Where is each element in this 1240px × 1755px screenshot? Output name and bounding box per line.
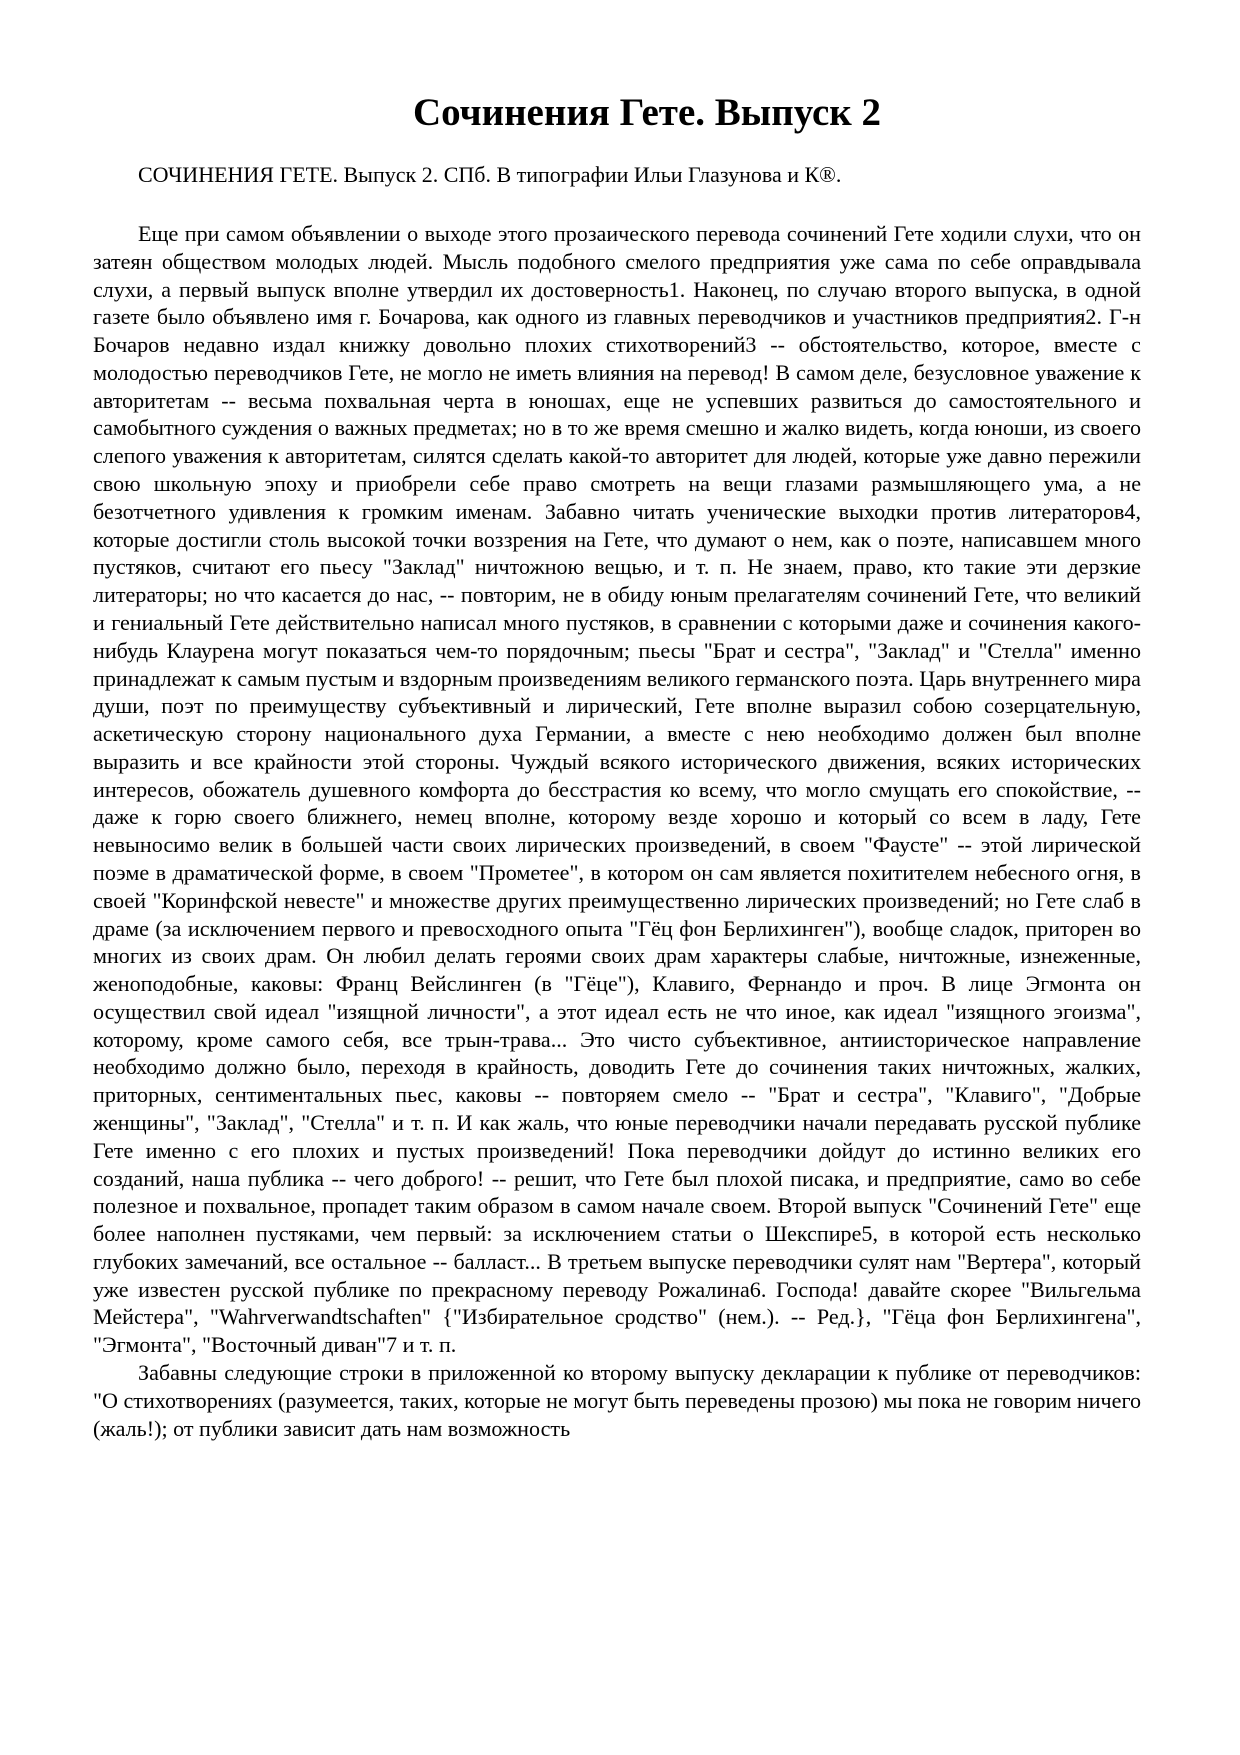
document-page [93,90,1141,1442]
publication-info: СОЧИНЕНИЯ ГЕТЕ. Выпуск 2. СПб. В типографии Ильи Глазунова и К®. [138,162,842,187]
page-title: Сочинения Гете. Выпуск 2 [412,91,882,134]
body-paragraph-2: Забавны следующие строки в приложенной ко второму выпуску декларации к публике от переводчиков: "О стихотворениях (разумеется, таких, которые не могут быть переведены прозою) мы пока не говорим ничего (жаль!); от публики зависит дать нам возможность [93,1360,1141,1441]
body-paragraph-1: Еще при самом объявлении о выходе этого прозаического перевода сочинений Гете ходили слухи, что он затеян обществом молодых людей. Мысль подобного смелого предприятия уже сама по себе оправдывала слухи, а первый выпуск вполне утвердил их достоверность1. Наконец, по случаю второго выпуска, в одной газете было объявлено имя г. Бочарова, как одного из главных переводчиков и участников предприятия2. Г-н Бочаров недавно издал книжку довольно плохих стихотворений3 -- обстоятельство, которое, вместе с молодостью переводчиков Гете, не могло не иметь влияния на перевод! В самом деле, безусловное уважение к авторитетам -- весьма похвальная черта в юношах, еще не успевших развиться до самостоятельного и самобытного суждения о важных предметах; но в то же время смешно и жалко видеть, когда юноши, из своего слепого уважения к авторитетам, силятся сделать какой-то авторитет для людей, которые уже давно пережили свою школьную эпоху и приобрели себе право смотреть на вещи глазами размышляющего ума, а не безотчетного удивления к громким именам. Забавно читать ученические выходки против литераторов4, которые достигли столь высокой точки воззрения на Гете, что думают о нем, как о поэте, написавшем много пустяков, считают его пьесу "Заклад" ничтожною вещью, и т. п. Не знаем, право, кто такие эти дерзкие литераторы; но что касается до нас, -- повторим, не в обиду юным прелагателям сочинений Гете, что великий и гениальный Гете действительно написал много пустяков, в сравнении с которыми даже и сочинения какого-нибудь Клаурена могут показаться чем-то порядочным; пьесы "Брат и сестра", "Заклад" и "Стелла" именно принадлежат к самым пустым и вздорным произведениям великого германского поэта. Царь внутреннего мира души, поэт по преимуществу субъективный и лирический, Гете вполне выразил собою созерцательную, аскетическую сторону национального духа Германии, а вместе с нею необходимо должен был вполне выразить и все крайности этой стороны. Чуждый всякого исторического движения, всяких исторических интересов, обожатель душевного комфорта до бесстрастия ко всему, что могло смущать его спокойствие, -- даже к горю своего ближнего, немец вполне, которому везде хорошо и который со всем в ладу, Гете невыносимо велик в большей части своих лирических произведений, в своем "Фаусте" -- этой лирической поэме в драматической форме, в своем "Прометее", в котором он сам является похитителем небесного огня, в своей "Коринфской невесте" и множестве других преимущественно лирических произведений; но Гете слаб в драме (за исключением первого и превосходного опыта "Гёц фон Берлихинген"), вообще сладок, приторен во многих из своих драм. Он любил делать героями своих драм характеры слабые, ничтожные, изнеженные, женоподобные, каковы: Франц Вейслинген (в "Гёце"), Клавиго, Фернандо и проч. В лице Эгмонта он осуществил свой идеал "изящной личности", а этот идеал есть не что иное, как идеал "изящного эгоизма", которому, кроме самого себя, все трын-трава... Это чисто субъективное, антиисторическое направление необходимо должно было, переходя в крайность, доводить Гете до сочинения таких ничтожных, жалких, приторных, сентиментальных пьес, каковы -- повторяем смело -- "Брат и сестра", "Клавиго", "Добрые женщины", "Заклад", "Стелла" и т. п. И как жаль, что юные переводчики начали передавать русской публике Гете именно с его плохих и пустых произведений! Пока переводчики дойдут до истинно великих его созданий, наша публика -- чего доброго! -- решит, что Гете был плохой писака, и предприятие, само во себе полезное и похвальное, пропадет таким образом в самом начале своем. Второй выпуск "Сочинений Гете" еще более наполнен пустяками, чем первый: за исключением статьи о Шекспире5, в которой есть несколько глубоких замечаний, все остальное -- балласт... В третьем выпуске переводчики сулят нам "Вертера", который уже известен русской публике по прекрасному переводу Рожалина6. Господа! давайте скорее "Вильгельма Мейстера", "Wahrverwandtschaften" {"Избирательное сродство" (нем.). -- Ред.}, "Гёца фон Берлихингена", "Эгмонта", "Восточный диван"7 и т. п. [93,221,1141,1358]
